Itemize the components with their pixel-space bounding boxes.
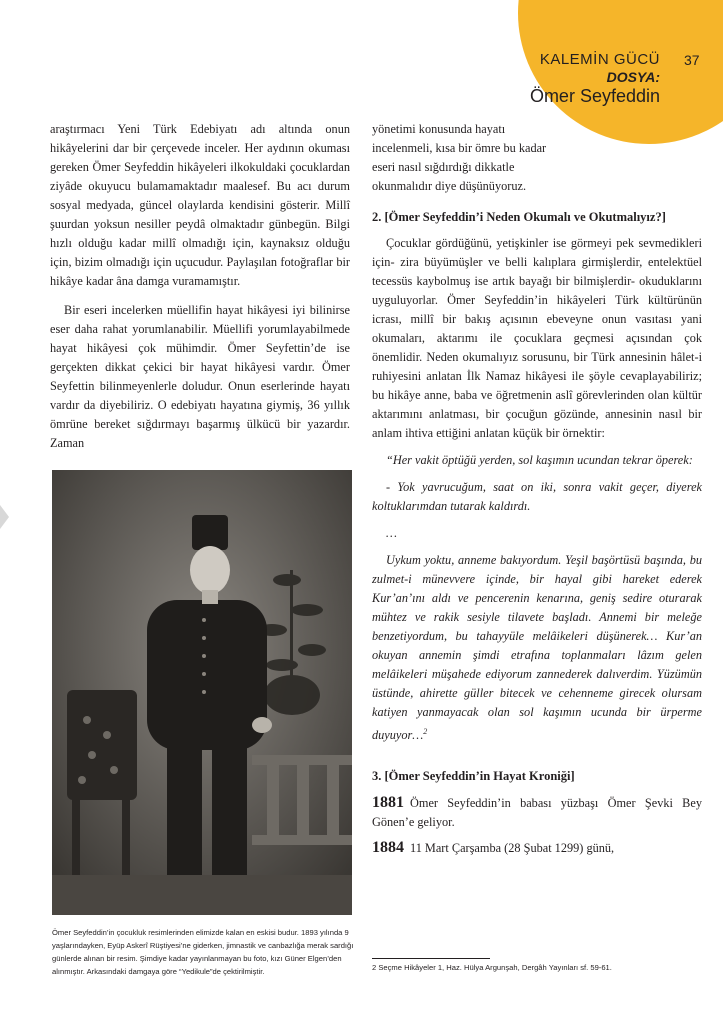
running-header [520, 52, 660, 106]
page-number: 37 [684, 52, 700, 68]
footnote-divider [372, 958, 490, 959]
footnote: 2 Seçme Hikâyeler 1, Haz. Hülya Argunşah, Dergâh Yayınları sf. 59-61. [372, 963, 612, 972]
left-column [50, 120, 350, 453]
chronology-entry [372, 793, 702, 832]
chronology-year: 1884 [372, 839, 404, 857]
paragraph: Bir eseri incelerken müellifin hayat hikâyesi iyi bilinirse eser daha rahat yorumlanabilir. Müellifi yorumlayabilmede hayat hikâyesi çok mühimdir. Ömer Seyfettin’de ise gerçekten dikkat çekici bir hayat hikâyesi vardır. Ömer Seyfettin bilinmeyenlerle doludur. Onun eserlerinde hayatı vardır da diyebiliriz. O edebiyatı hayatına giymiş, 36 yıllık ömrüne bereket sığdırmayı başarmış ülkücü bir yazardır. Zaman [50, 303, 350, 450]
chronology-year: 1881 [372, 794, 404, 812]
quote-paragraph [372, 551, 702, 745]
section-name: KALEMİN GÜCÜ [539, 51, 660, 68]
quote-line: “Her vakit öptüğü yerden, sol kaşımın ucundan tekrar öperek: [386, 453, 693, 467]
footnote-reference: 2 [423, 727, 428, 736]
dosya-title: Ömer Seyfeddin [529, 86, 660, 106]
page-edge-marker [0, 505, 9, 529]
photo-caption: Ömer Seyfeddin’in çocukluk resimlerinden elimizde kalan en eskisi budur. 1893 yılında 9 yaşlarındayken, Eyüp Askerî Rüştiyesi’ne giderken, jimnastik ve canbazlığa merak sardığı günlerde alınan bir resim. Şimdiye kadar yayınlanmayan bu foto, kızı Güner Elgen’den alınmıştır. Arkasındaki damgaya göre “Yedikule”de çektirilmiştir. [52, 928, 354, 976]
paragraph: araştırmacı Yeni Türk Edebiyatı adı altında onun hikâyelerini dar bir çerçevede inceler. Her aydının okuması gereken Ömer Seyfeddin hikâyeleri ilkokuldaki çocuklardan ziyâde okuyucu bulamamaktadır maalesef. Bu acı durum sosyal medyada, güncel olaylarda kendisini gösterir. Millî şuurdan yoksun nesiller peydâ olmaktadır günbegün. Bilgi hızlı olduğu kadar millî olmadığı için, kaynaksız olduğu için, bizim olmadığı için uçucudur. Paylaşılan fotoğraflar bir hikâye kadar âna damga vuramamıştır. [50, 122, 350, 288]
chronology-text: 11 Mart Çarşamba (28 Şubat 1299) günü, [410, 841, 615, 856]
dosya-label: DOSYA: [606, 69, 660, 85]
chronology-entry [372, 838, 702, 858]
section-heading: 2. [Ömer Seyfeddin’i Neden Okumalı ve Okutmalıyız?] [372, 210, 666, 224]
portrait-photo [52, 470, 352, 915]
right-column [372, 120, 702, 858]
chronology-text: Ömer Seyfeddin’in babası yüzbaşı Ömer Şevki Bey Gönen’e geliyor. [372, 796, 702, 830]
quote-ellipsis: … [386, 526, 397, 540]
paragraph: yönetimi konusunda hayatı incelenmeli, kısa bir ömre bu kadar eseri nasıl sığdırdığı dikkatle okunmalıdır diye düşünüyoruz. [372, 122, 547, 193]
section-heading: 3. [Ömer Seyfeddin’in Hayat Kroniği] [372, 769, 575, 784]
quote-text: Uykum yoktu, anneme bakıyordum. Yeşil başörtüsü başında, bu zulmet-i münevvere içinde, bir hayal gibi hareket ederek Kur’an’ını aldı ve pencerenin kenarına, geniş sedire oturarak mühtez ve rakik sesiyle tilavete başladı. Annemi bir meleğe benzetiyordum, bu tahayyüle melâikeleri düşünerek… Kur’an okuyan annemin şimdi etrafına toplanmaları lâzım gelen melâikeleri müşahede ediyorum zannederek dalıverdim. Yüzümün üstünde, ahirette güller bitecek ve cehenneme girecek olursam katiyen yanmayacak olan sol kaşımın ucunda bir ürperme duyuyor… [372, 553, 702, 743]
quote-line: - Yok yavrucuğum, saat on iki, sonra vakit geçer, diyerek koltuklarımdan tutarak kaldırdı. [372, 480, 702, 513]
paragraph: Çocuklar gördüğünü, yetişkinler ise görmeyi pek sevmedikleri için- zira büyümüşler ve belli kalıplara girmişlerdir, entelektüel tecessüs kaybolmuş ise artık bayağı bir bilmişlerdir- okuduklarını uyguluyorlar. Ömer Seyfeddin’in hikâyeleri Türk kültürünün icrası, millî bir bakış açısının ebeveyne onun vasıtası yani okumaları, aktarımı ile çocuklara geçmesi açısından çok önemlidir. Neden okumalıyız sorusunu, bir Türk annesinin hâlet-i ruhiyesini anlatan İlk Namaz hikâyesi ile şöyle cevaplayabiliriz; bu hikâye anne, baba ve öğretmenin aslî görevlerinden olan kültür aktarımını anlatması, bir çocuğun gözünde, annesinin nasıl bir anlam ihtiva ettiğini anlatan küçük bir örnektir: [372, 236, 702, 440]
